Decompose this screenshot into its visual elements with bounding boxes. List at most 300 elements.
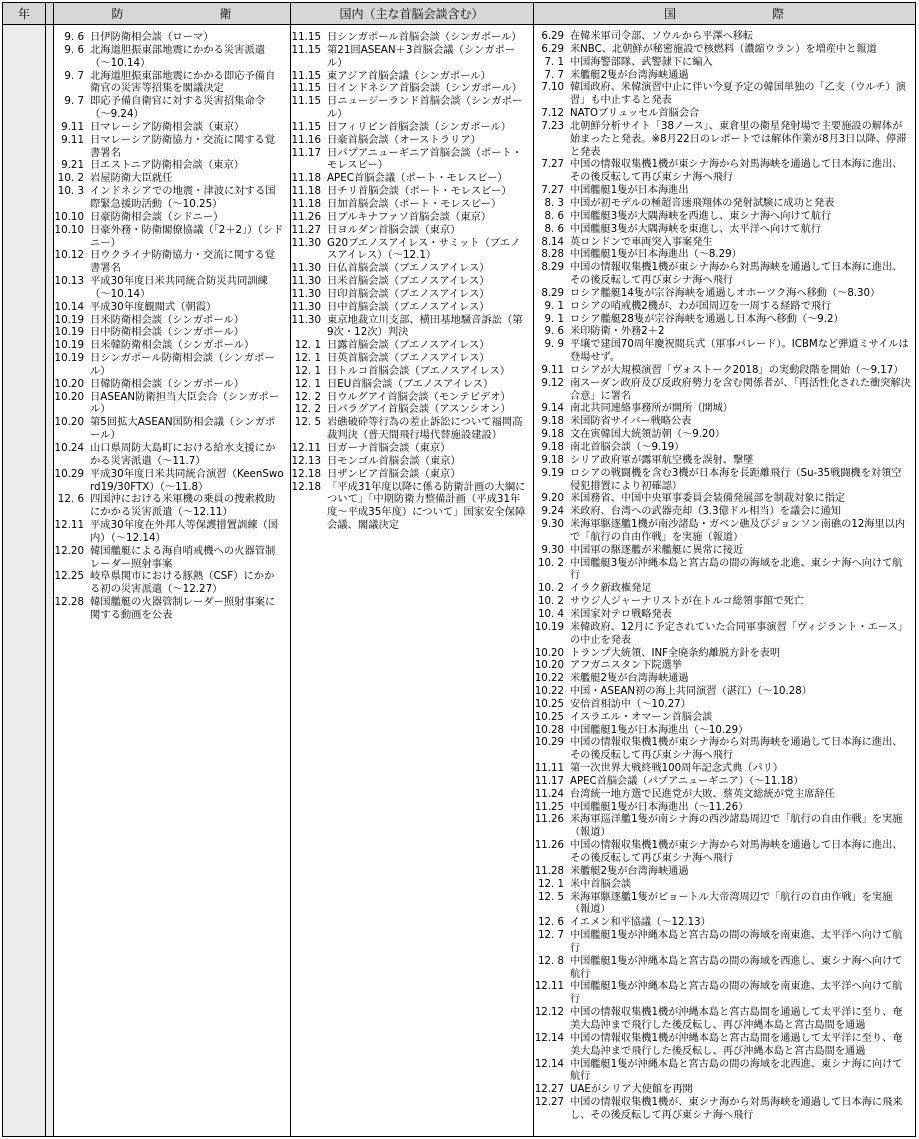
event-text: 中国の情報収集機1機が沖縄本島と宮古島間を通過して太平洋に至り、奄美大島沖まで飛行した後反転し、再び沖縄本島と宮古島間を通過 <box>570 1032 903 1057</box>
table-row <box>291 44 527 70</box>
event-date: 10. 4 <box>538 608 564 620</box>
event-date: 9. 7 <box>64 95 84 108</box>
event-text: インドネシアでの地震・津波に対する国際緊急援助活動（～10.25） <box>90 185 276 210</box>
event-date: 9.11 <box>61 133 84 146</box>
table-row <box>54 545 284 571</box>
event-text: 中国艦艇1隻が沖縄本島と宮古島の間の海域を北西進、東シナ海に向けて航行 <box>570 1058 903 1083</box>
table-row <box>291 403 527 416</box>
event-date: 11.28 <box>534 865 564 877</box>
table-row <box>534 558 911 584</box>
table-row <box>534 224 911 237</box>
event-text: 平成30年度日米共同統合演習（KeenSword19/30FTX）（～11.8） <box>90 467 284 493</box>
event-text: 中国艦艇1隻が日本海進出 <box>570 185 689 197</box>
table-row <box>291 198 527 211</box>
event-date: 10.24 <box>54 442 84 454</box>
table-row <box>54 95 284 121</box>
table-row <box>54 391 284 417</box>
event-date: 7.10 <box>541 82 564 94</box>
event-text: サウジ人ジャーナリストが在トルコ総領事館で死亡 <box>570 596 804 608</box>
table-row <box>291 481 527 532</box>
event-text: 日マレーシア防衛協力・交流に関する覚書署名 <box>90 133 276 159</box>
event-text: 日中防衛相会談（シンガポール） <box>90 326 244 339</box>
event-date: 9.18 <box>541 416 564 428</box>
event-text: 日米首脳会談（ブエノスアイレス） <box>327 275 490 288</box>
table-row <box>534 622 911 648</box>
event-date: 8.28 <box>541 249 564 261</box>
table-row <box>534 545 911 558</box>
event-text: 米中首脳会談 <box>570 878 632 890</box>
event-date: 10.19 <box>54 313 84 326</box>
event-text: 日露首脳会談（ブエノスアイレス） <box>327 339 490 352</box>
event-date: 10. 2 <box>57 172 84 185</box>
event-text: 即応予備自衛官に対する災害招集命令（～9.24） <box>90 95 266 121</box>
event-date: 11.30 <box>291 313 321 326</box>
table-row <box>291 70 527 83</box>
table-row <box>291 172 527 185</box>
event-date: 10.12 <box>54 249 84 262</box>
event-text: 第5回拡大ASEAN国防相会議（シンガポール） <box>90 416 276 442</box>
table-row <box>534 442 911 455</box>
event-date: 7.27 <box>541 185 564 197</box>
table-row <box>534 121 911 160</box>
domestic-column <box>291 25 533 1136</box>
event-date: 12.11 <box>534 981 564 993</box>
event-text: 中国が初モデルの極超音速飛翔体の発射試験に成功と発表 <box>570 197 835 209</box>
table-row <box>291 378 527 391</box>
table-row <box>534 314 911 327</box>
table-row <box>54 352 284 378</box>
event-text: 日ヨルダン首脳会談（東京） <box>327 223 461 236</box>
event-date: 6.29 <box>541 31 564 42</box>
header-domestic: 国内（主な首脳会談含む） <box>290 3 533 25</box>
table-row <box>534 802 911 815</box>
table-row <box>534 596 911 609</box>
event-date: 10.19 <box>54 339 84 352</box>
event-text: 韓国艦艇の火器管制レーダー照射事案に関する動画を公表 <box>90 596 276 621</box>
event-text: UAEがシリア大使館を再開 <box>570 1084 693 1096</box>
table-row <box>291 352 527 365</box>
event-date: 7. 7 <box>544 69 564 81</box>
event-date: 10.29 <box>54 467 84 480</box>
event-date: 12. 5 <box>538 891 564 903</box>
table-row <box>54 134 284 160</box>
table-row <box>534 673 911 686</box>
event-date: 7.23 <box>541 120 564 132</box>
header-defense: 防 衛 <box>53 3 290 25</box>
table-row <box>534 686 911 699</box>
table-row <box>54 31 284 44</box>
table-row <box>534 1007 911 1033</box>
event-text: APEC首脳会議（パプアニューギニア）（～11.18） <box>570 775 804 787</box>
event-date: 9.11 <box>61 120 84 133</box>
event-text: 北海道胆振東部地震にかかる即応予備自衛官の災害等招集を閣議決定 <box>90 69 276 95</box>
event-date: 11.30 <box>291 287 321 300</box>
table-row <box>291 147 527 173</box>
table-row <box>534 416 911 429</box>
table-row <box>534 365 911 378</box>
table-row <box>291 95 527 121</box>
event-date: 6.29 <box>541 43 564 55</box>
event-text: 日中首脳会談（ブエノスアイレス） <box>327 300 490 313</box>
event-date: 10.29 <box>534 737 564 749</box>
event-text: 北朝鮮分析サイト「38ノース」、東倉里の衛星発射場で主要施設の解体が始まったと発表。※8月22日のレポートでは解体作業が8月3日以降、停滞と発表 <box>570 120 907 158</box>
event-date: 12.14 <box>534 1032 564 1044</box>
table-row <box>534 301 911 314</box>
event-text: 在韓米軍司令部、ソウルから平澤へ移転 <box>570 31 754 42</box>
event-date: 12.27 <box>534 1097 564 1109</box>
table-row <box>534 789 911 802</box>
event-text: 中国艦艇3隻が大隅海峡を西進し、東シナ海へ向けて航行 <box>570 210 832 222</box>
event-date: 10.14 <box>54 300 84 313</box>
table-row <box>534 211 911 224</box>
table-row <box>534 519 911 545</box>
table-row <box>291 468 527 481</box>
event-text: 中国艦艇3隻が大隅海峡を東進し、太平洋へ向けて航行 <box>570 223 821 235</box>
table-row <box>54 275 284 301</box>
table-row <box>54 570 284 596</box>
table-row <box>534 917 911 930</box>
event-date: 10.25 <box>534 711 564 723</box>
event-text: 中国の情報収集機1機が東シナ海から対馬海峡を通過して日本海に進出、その後反転して再び東シナ海へ飛行 <box>570 262 903 287</box>
table-row <box>54 326 284 339</box>
table-row <box>291 391 527 404</box>
table-row <box>291 31 527 44</box>
event-date: 10.20 <box>534 647 564 659</box>
table-row <box>534 712 911 725</box>
event-date: 9. 6 <box>64 31 84 43</box>
table-row <box>54 442 284 468</box>
event-text: 日豪首脳会談（オーストラリア） <box>327 133 481 146</box>
event-date: 10.25 <box>534 698 564 710</box>
event-date: 9. 6 <box>64 43 84 56</box>
event-text: G20ブエノスアイレス・サミット（ブエノスアイレス）（～12.1） <box>327 236 521 262</box>
event-date: 10.10 <box>54 210 84 223</box>
event-date: 12. 1 <box>294 377 321 390</box>
event-date: 12.28 <box>54 596 84 609</box>
table-row <box>534 840 911 866</box>
table-row <box>54 519 284 545</box>
event-date: 8.29 <box>541 262 564 274</box>
table-row <box>291 262 527 275</box>
table-row <box>54 224 284 250</box>
event-date: 9. 7 <box>64 69 84 82</box>
event-text: 米艦艇2隻が台湾海峡通過 <box>570 69 689 81</box>
event-text: 中国の情報収集機1機が沖縄本島と宮古島間を通過して太平洋に至り、奄美大島沖まで飛行した後反転し、再び沖縄本島と宮古島間を通過 <box>570 1007 903 1031</box>
table-row <box>534 892 911 918</box>
event-date: 12.11 <box>54 519 84 532</box>
event-text: 第一次世界大戦終戦100周年記念式典（パリ） <box>570 763 784 775</box>
table-row <box>534 288 911 301</box>
table-row <box>54 378 284 391</box>
event-text: 日印首脳会談（ブエノスアイレス） <box>327 287 490 300</box>
event-text: 中国艦艇1隻が日本海進出（～11.26） <box>570 801 749 813</box>
event-date: 10.22 <box>534 673 564 685</box>
event-date: 10.28 <box>534 724 564 736</box>
event-date: 12.18 <box>291 467 321 480</box>
event-date: 12. 1 <box>294 364 321 377</box>
table-row <box>534 403 911 416</box>
table-row <box>534 237 911 250</box>
table-row <box>291 82 527 95</box>
event-date: 11.26 <box>291 210 321 223</box>
event-date: 11.18 <box>291 197 321 210</box>
table-row <box>534 737 911 763</box>
event-text: 米国防省サイバー戦略公表 <box>570 416 692 428</box>
event-text: 南北共同連絡事務所が開所（開城） <box>570 403 733 415</box>
table-row <box>534 609 911 622</box>
event-date: 10.13 <box>54 275 84 288</box>
table-row <box>291 237 527 263</box>
event-date: 11.30 <box>291 300 321 313</box>
event-text: 日米防衛相会談（シンガポール） <box>90 313 244 326</box>
table-row <box>534 249 911 262</box>
event-date: 11.27 <box>291 223 321 236</box>
event-text: シリア政府軍が露軍航空機を誤射、撃墜 <box>570 454 754 466</box>
table-row <box>534 866 911 879</box>
table-row <box>534 930 911 956</box>
event-text: ロシア艦艇28隻が宗谷海峡を通過し日本海へ移動（～9.2） <box>570 313 844 325</box>
table-row <box>291 455 527 468</box>
table-row <box>534 814 911 840</box>
table-row <box>534 493 911 506</box>
table-row <box>291 121 527 134</box>
event-date: 10.20 <box>54 377 84 390</box>
event-text: 文在寅韓国大統領訪朝（～9.20） <box>570 429 726 441</box>
event-text: 岩礁破砕等行為の差止訴訟について福岡高裁判決（普天間飛行場代替施設建設） <box>327 416 523 442</box>
event-text: 中国艦艇3隻が沖縄本島と宮古島の間の海域を北進、東シナ海へ向けて航行 <box>570 557 903 582</box>
event-date: 9.12 <box>541 377 564 389</box>
event-date: 11.15 <box>291 69 321 82</box>
event-text: 中国の情報収集機1機が東シナ海から対馬海峡を通過して日本海に進出、その後反転して再び東シナ海へ飛行 <box>570 840 903 864</box>
table-row <box>534 82 911 108</box>
event-text: 山口県周防大島町における給水支援にかかる災害派遣（～11.7） <box>90 442 276 467</box>
table-row <box>54 301 284 314</box>
event-text: 中国艦艇1隻が沖縄本島と宮古島の間の海域を南東進、太平洋へ向けて航行 <box>570 981 903 1006</box>
event-date: 12. 2 <box>294 390 321 403</box>
event-date: 12.18 <box>291 480 321 493</box>
international-column <box>534 25 915 1136</box>
event-text: 日インドネシア首脳会談（シンガポール） <box>327 82 523 95</box>
event-text: 東アジア首脳会議（シンガポール） <box>327 69 491 82</box>
event-text: 米海軍巡洋艦1隻が南シナ海の西沙諸島周辺で「航行の自由作戦」を実施（報道） <box>570 814 903 839</box>
table-row <box>54 314 284 327</box>
event-date: 9. 6 <box>544 326 564 338</box>
event-date: 11.15 <box>291 120 321 133</box>
event-text: 安倍首相訪中（～10.27） <box>570 698 691 710</box>
event-text: 日ASEAN防衛担当大臣会合（シンガポール） <box>90 390 280 416</box>
table-row <box>54 493 284 519</box>
event-date: 9.18 <box>541 442 564 453</box>
table-row <box>54 185 284 211</box>
event-text: アフガニスタン下院選挙 <box>570 660 682 672</box>
event-date: 11.30 <box>291 275 321 288</box>
event-text: 日シンガポール防衛相会談（シンガポール） <box>90 352 275 377</box>
event-date: 9. 1 <box>544 313 564 325</box>
event-date: 9.21 <box>61 159 84 172</box>
event-date: 11.15 <box>291 82 321 95</box>
event-date: 11.30 <box>291 236 321 249</box>
event-text: 平壌で建国70周年慶祝閲兵式（軍事パレード）。ICBMなど弾道ミサイルは登場せず。 <box>570 339 909 364</box>
event-text: 平成30年度日米共同統合防災共同訓練（～10.14） <box>90 275 268 300</box>
defense-column <box>54 25 290 1136</box>
event-text: 米艦艇2隻が台湾海峡通過 <box>570 865 689 877</box>
event-text: 日ガーナ首脳会談（東京） <box>327 442 451 454</box>
table-row <box>54 416 284 442</box>
event-date: 10.20 <box>54 416 84 429</box>
table-row <box>291 288 527 301</box>
table-row <box>54 596 284 622</box>
event-text: 北海道胆振東部地震にかかる災害派遣（～10.14） <box>90 43 266 69</box>
event-date: 9.14 <box>541 403 564 415</box>
event-date: 11.17 <box>534 775 564 787</box>
event-date: 12. 1 <box>538 878 564 890</box>
event-date: 11.17 <box>291 146 321 159</box>
table-row <box>534 660 911 673</box>
event-text: 四国沖における米軍機の乗員の捜索救助にかかる災害派遣（～12.11） <box>90 493 276 519</box>
event-text: 「平成31年度以降に係る防衛計画の大綱について」「中期防衛力整備計画（平成31年度～平成35年度）について」国家安全保障会議、閣議決定 <box>327 480 526 532</box>
event-text: 日韓防衛相会談（シンガポール） <box>90 377 244 390</box>
event-text: 日英首脳会談（ブエノスアイレス） <box>327 352 490 365</box>
table-row <box>534 31 911 44</box>
event-text: イラク新政権発足 <box>570 583 652 595</box>
event-text: 日加首脳会談（ポート・モレスビー） <box>327 197 502 210</box>
table-row <box>534 699 911 712</box>
event-date: 11.15 <box>291 31 321 43</box>
event-text: APEC首脳会議（ポート・モレスビー） <box>327 172 508 185</box>
table-row <box>534 44 911 57</box>
event-date: 11.18 <box>291 185 321 198</box>
event-text: 日ザンビア首脳会談（東京） <box>327 467 461 480</box>
event-text: 中国軍の駆逐艦が米艦艇に異常に接近 <box>570 544 744 556</box>
event-text: 米艦艇2隻が台湾海峡通過 <box>570 673 689 685</box>
table-row <box>291 224 527 237</box>
table-row <box>534 378 911 404</box>
table-row <box>534 956 911 982</box>
event-text: 韓国政府、米韓演習中止に伴い今夏予定の韓国単独の「乙支（ウルチ）演習」も中止すると発表 <box>570 82 906 107</box>
event-text: 中国艦艇1隻が沖縄本島と宮古島の間の海域を南東進、太平洋へ向けて航行 <box>570 930 903 954</box>
table-row <box>54 70 284 96</box>
event-date: 12.27 <box>534 1084 564 1096</box>
table-row <box>291 275 527 288</box>
event-date: 12.14 <box>534 1058 564 1070</box>
event-text: 岩屋防衛大臣就任 <box>90 172 173 185</box>
event-text: ロシアの哨戒機2機が、わが国周辺を一周する経路で飛行 <box>570 300 832 312</box>
event-date: 11.11 <box>534 763 564 775</box>
event-text: 日チリ首脳会談（ポート・モレスビー） <box>327 185 512 198</box>
table-row <box>291 365 527 378</box>
event-text: 日トルコ首脳会談（ブエノスアイレス） <box>327 364 511 377</box>
event-date: 9.20 <box>541 493 564 505</box>
event-text: 米韓政府、12月に予定されていた合同軍事演習「ヴィジラント・エース」の中止を発表 <box>570 621 908 646</box>
table-row <box>54 44 284 70</box>
table-row <box>534 763 911 776</box>
table-row <box>534 262 911 288</box>
event-date: 11.26 <box>534 840 564 852</box>
event-text: イエメン和平協議（～12.13） <box>570 917 711 929</box>
event-text: 中国艦艇1隻が日本海進出（～8.29） <box>570 249 742 261</box>
header-year: 年 <box>3 3 45 25</box>
event-text: 日モンゴル首脳会談（東京） <box>327 454 461 467</box>
event-text: 中国の情報収集機1機が東シナ海から対馬海峡を通過して日本海に進出、その後反転して再び東シナ海へ飛行 <box>570 159 903 184</box>
event-text: 米印防衛・外務2＋2 <box>570 326 665 338</box>
table-row <box>534 1059 911 1085</box>
event-date: 9.24 <box>541 506 564 518</box>
table-row <box>54 159 284 172</box>
event-text: NATOブリュッセル首脳会合 <box>570 108 700 120</box>
table-row <box>534 159 911 185</box>
table-row <box>54 172 284 185</box>
event-text: 日ウルグアイ首脳会談（モンテビデオ） <box>327 390 511 403</box>
table-row <box>534 583 911 596</box>
event-date: 8. 3 <box>544 197 564 209</box>
table-row <box>534 506 911 519</box>
event-text: ロシアの戦闘機を含む3機が日本海を長距離飛行（Su-35戦闘機を対領空侵犯措置により初確認） <box>570 467 902 492</box>
event-date: 12. 1 <box>294 339 321 352</box>
event-text: トランプ大統領、INF全廃条約離脱方針を表明 <box>570 647 781 659</box>
event-text: 平成30年度観閲式（朝霞） <box>90 300 217 313</box>
header-international: 国 際 <box>533 3 915 25</box>
event-text: 日EU首脳会談（ブエノスアイレス） <box>327 377 494 390</box>
event-date: 10.19 <box>54 352 84 365</box>
event-text: 中国海警部隊、武警隷下に編入 <box>570 56 713 68</box>
table-row <box>291 314 527 340</box>
event-date: 10. 2 <box>538 583 564 595</box>
table-row <box>534 185 911 198</box>
event-date: 10.10 <box>54 223 84 236</box>
event-date: 11.26 <box>534 814 564 826</box>
table-row <box>534 429 911 442</box>
event-text: 平成30年度在外邦人等保護措置訓練（国内）（～12.14） <box>90 519 279 544</box>
table-row <box>534 57 911 70</box>
event-date: 12.11 <box>291 442 321 454</box>
event-date: 11.25 <box>534 801 564 813</box>
event-date: 11.15 <box>291 95 321 108</box>
year-column <box>3 25 45 1136</box>
event-date: 12. 2 <box>294 403 321 416</box>
event-text: 台湾統一地方選で民進党が大敗、蔡英文総統が党主席辞任 <box>570 788 835 800</box>
event-text: 日ウクライナ防衛協力・交流に関する覚書署名 <box>90 249 276 275</box>
event-text: 日豪外務・防衛閣僚協議（「2＋2」）（シドニー） <box>90 223 284 249</box>
event-text: イスラエル・オマーン首脳会談 <box>570 711 713 723</box>
event-text: ロシアが大規模演習「ヴォストーク2018」の実動段階を開始（～9.17） <box>570 364 904 376</box>
event-date: 11.24 <box>534 788 564 800</box>
table-row <box>54 339 284 352</box>
table-row <box>54 249 284 275</box>
event-text: 第21回ASEAN＋3首脳会議（シンガポール） <box>327 43 516 69</box>
table-row <box>291 416 527 442</box>
event-date: 12.25 <box>54 570 84 583</box>
table-row <box>534 648 911 661</box>
table-row <box>534 198 911 211</box>
event-date: 7.27 <box>541 159 564 171</box>
event-date: 10.19 <box>54 326 84 339</box>
event-date: 7. 1 <box>544 56 564 68</box>
chronology-table <box>2 2 916 1137</box>
event-text: 日シンガポール首脳会談（シンガポール） <box>327 31 522 43</box>
event-date: 8.14 <box>541 236 564 248</box>
event-text: 中国・ASEAN初の海上共同演習（湛江）（～10.28） <box>570 686 812 698</box>
event-date: 9. 9 <box>544 339 564 351</box>
event-date: 10.19 <box>534 621 564 633</box>
event-text: 日仏首脳会談（ブエノスアイレス） <box>327 262 490 275</box>
table-row <box>54 211 284 224</box>
event-date: 12. 1 <box>294 352 321 365</box>
event-text: 日マレーシア防衛相会談（東京） <box>90 120 245 133</box>
table-row <box>291 301 527 314</box>
event-text: 米政府、台湾への武器売却（3.3億ドル相当）を議会に通知 <box>570 506 841 518</box>
event-date: 9.30 <box>541 544 564 556</box>
event-date: 10.20 <box>534 660 564 672</box>
